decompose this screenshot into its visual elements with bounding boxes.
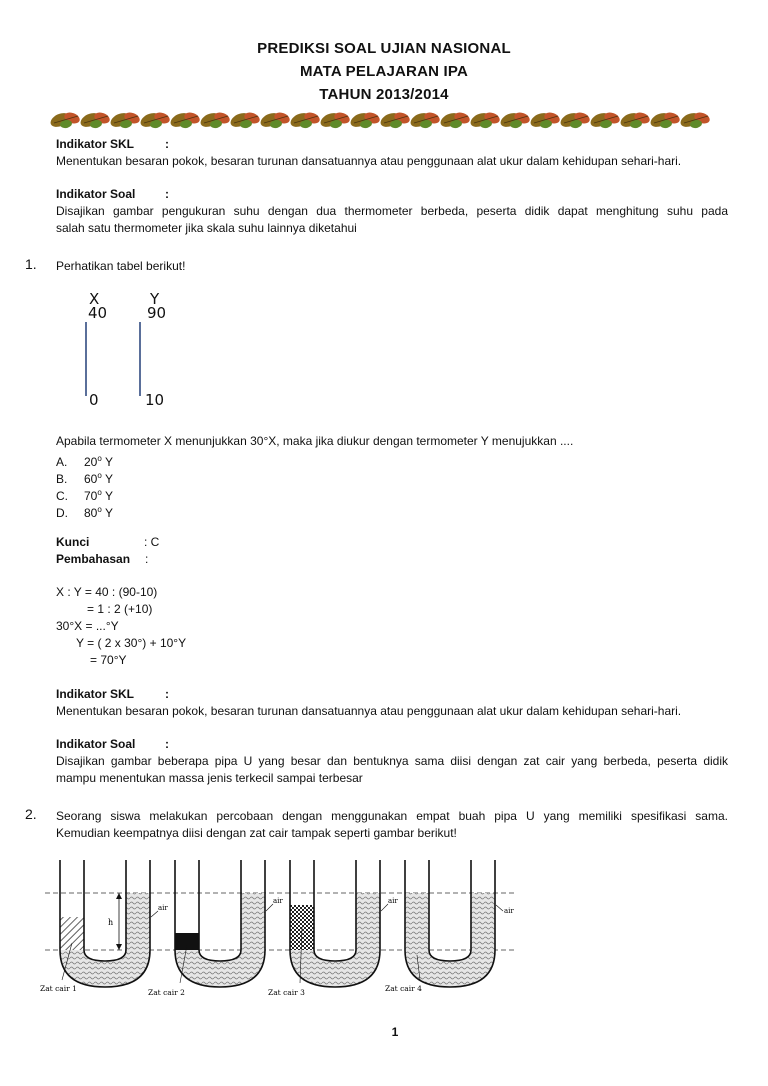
zat-cair-2-label: Zat cair 2	[148, 988, 185, 997]
indikator-skl-text: Menentukan besaran pokok, besaran turunan dansatuannya atau penggunaan alat ukur dalam kehidupan sehari-hari.	[56, 154, 682, 168]
option-unit: Y	[104, 506, 113, 520]
title-line-2: MATA PELAJARAN IPA	[299, 63, 469, 80]
leaf-ornament	[258, 110, 291, 129]
option-value: 20	[84, 455, 98, 469]
option-c: C. 70$^o$ Y	[56, 488, 113, 503]
leaf-ornament	[288, 110, 321, 129]
option-letter: C.	[56, 489, 68, 503]
leaf-ornament	[468, 110, 501, 129]
indikator-soal-colon-2: :	[165, 737, 169, 751]
leaf-ornament	[618, 110, 651, 129]
option-unit: Y	[104, 489, 113, 503]
option-letter: A.	[56, 455, 68, 469]
leaf-ornament	[588, 110, 621, 129]
zat-cair-1-label: Zat cair 1	[40, 984, 77, 993]
indikator-skl-label-2: Indikator SKL	[56, 687, 135, 701]
work-line-2: = 1 : 2 (+10)	[87, 602, 153, 616]
pembahasan-label: Pembahasan	[56, 552, 131, 566]
option-unit: Y	[104, 455, 113, 469]
work-line-4: Y = ( 2 x 30°) + 10°Y	[76, 636, 187, 650]
leaf-ornament	[378, 110, 411, 129]
indikator-soal-text-2a: Disajikan gambar beberapa pipa U yang besar dan bentuknya sama diisi dengan zat cair yang berbeda, peserta didik	[56, 754, 728, 768]
question-1-prompt: Perhatikan tabel berikut!	[56, 259, 186, 273]
leaf-ornament	[528, 110, 561, 129]
indikator-soal-label-2: Indikator Soal	[56, 737, 136, 751]
thermometer-y-label: Y	[150, 290, 160, 308]
thermometer-x-bottom: 0	[89, 391, 99, 409]
question-2-line-2: Kemudian keempatnya diisi dengan zat cair tampak seperti gambar berikut!	[56, 826, 457, 840]
work-line-5: = 70°Y	[90, 653, 127, 667]
thermometer-figure	[85, 290, 195, 410]
option-unit: Y	[104, 472, 113, 486]
leaf-ornament	[228, 110, 261, 129]
u-tube-1	[60, 860, 150, 987]
thermometer-x-tube	[85, 322, 87, 396]
leaf-ornament	[648, 110, 681, 129]
indikator-soal-text-2: salah satu thermometer jika skala suhu lainnya diketahui	[56, 221, 357, 235]
leaf-ornament	[408, 110, 441, 129]
leaf-ornament	[78, 110, 111, 129]
indikator-skl-colon-2: :	[165, 687, 169, 701]
zat-cair-3-label: Zat cair 3	[268, 988, 305, 997]
air-label-3: air	[388, 897, 398, 905]
leaf-ornament	[108, 110, 141, 129]
page-number: 1	[391, 1025, 399, 1039]
air-label-1: air	[158, 904, 168, 912]
kunci-value: : C	[144, 535, 160, 549]
leaf-ornament	[138, 110, 171, 129]
work-line-3: 30°X = ...°Y	[56, 619, 119, 633]
question-2-number: 2.	[25, 806, 37, 822]
option-value: 60	[84, 472, 98, 486]
indikator-soal-text-2b: mampu menentukan massa jenis terkecil sampai terbesar	[56, 771, 363, 785]
title-line-1: PREDIKSI SOAL UJIAN NASIONAL	[257, 40, 511, 57]
question-1-text: Apabila termometer X menunjukkan 30°X, maka jika diukur dengan termometer Y menujukkan ....	[56, 434, 574, 448]
indikator-skl-text-2: Menentukan besaran pokok, besaran turunan dansatuannya atau penggunaan alat ukur dalam kehidupan sehari-hari.	[56, 704, 682, 718]
zat-cair-4-label: Zat cair 4	[385, 984, 422, 993]
option-letter: D.	[56, 506, 68, 520]
leaf-ornament	[498, 110, 531, 129]
indikator-soal-colon: :	[165, 187, 169, 201]
kunci-label: Kunci	[56, 535, 90, 549]
leaf-ornament	[438, 110, 471, 129]
option-d: D. 80$^o$ Y	[56, 505, 113, 520]
leaf-ornament	[318, 110, 351, 129]
option-b: B. 60$^o$ Y	[56, 471, 113, 486]
leaf-ornament	[348, 110, 381, 129]
u-tube-2	[175, 860, 265, 987]
pembahasan-colon: :	[145, 552, 149, 566]
question-2-line-1: Seorang siswa melakukan percobaan dengan menggunakan empat buah pipa U yang memiliki spesifikasi sama.	[56, 809, 728, 823]
air-label-2: air	[273, 897, 283, 905]
thermometer-y-bottom: 10	[145, 391, 165, 409]
leaf-ornament	[168, 110, 201, 129]
air-label-4: air	[504, 907, 514, 915]
thermometer-y-tube	[139, 322, 141, 396]
option-letter: B.	[56, 472, 68, 486]
thermometer-x-label: X	[89, 290, 100, 308]
leaf-ornament	[678, 110, 711, 129]
title-line-3: TAHUN 2013/2014	[319, 86, 449, 103]
thermometer-y-top: 90	[147, 304, 167, 322]
thermometer-x-top: 40	[88, 304, 108, 322]
leaf-border-ornament	[50, 106, 718, 134]
leaf-ornament	[558, 110, 591, 129]
leaf-ornament	[198, 110, 231, 129]
leaf-ornament	[50, 110, 81, 129]
indikator-soal-label: Indikator Soal	[56, 187, 136, 201]
indikator-skl-label: Indikator SKL	[56, 137, 135, 151]
indikator-soal-text-1: Disajikan gambar pengukuran suhu dengan dua thermometer berbeda, peserta didik dapat menghitung suhu pada	[56, 204, 728, 218]
option-value: 80	[84, 506, 98, 520]
h-label: h	[108, 918, 114, 927]
question-1-number: 1.	[25, 256, 37, 272]
u-tube-figure	[40, 855, 530, 1000]
option-value: 70	[84, 489, 98, 503]
u-tube-3	[290, 860, 380, 987]
indikator-skl-colon: :	[165, 137, 169, 151]
option-a: A. 20$^o$ Y	[56, 454, 113, 469]
work-line-1: X : Y = 40 : (90-10)	[56, 585, 158, 599]
